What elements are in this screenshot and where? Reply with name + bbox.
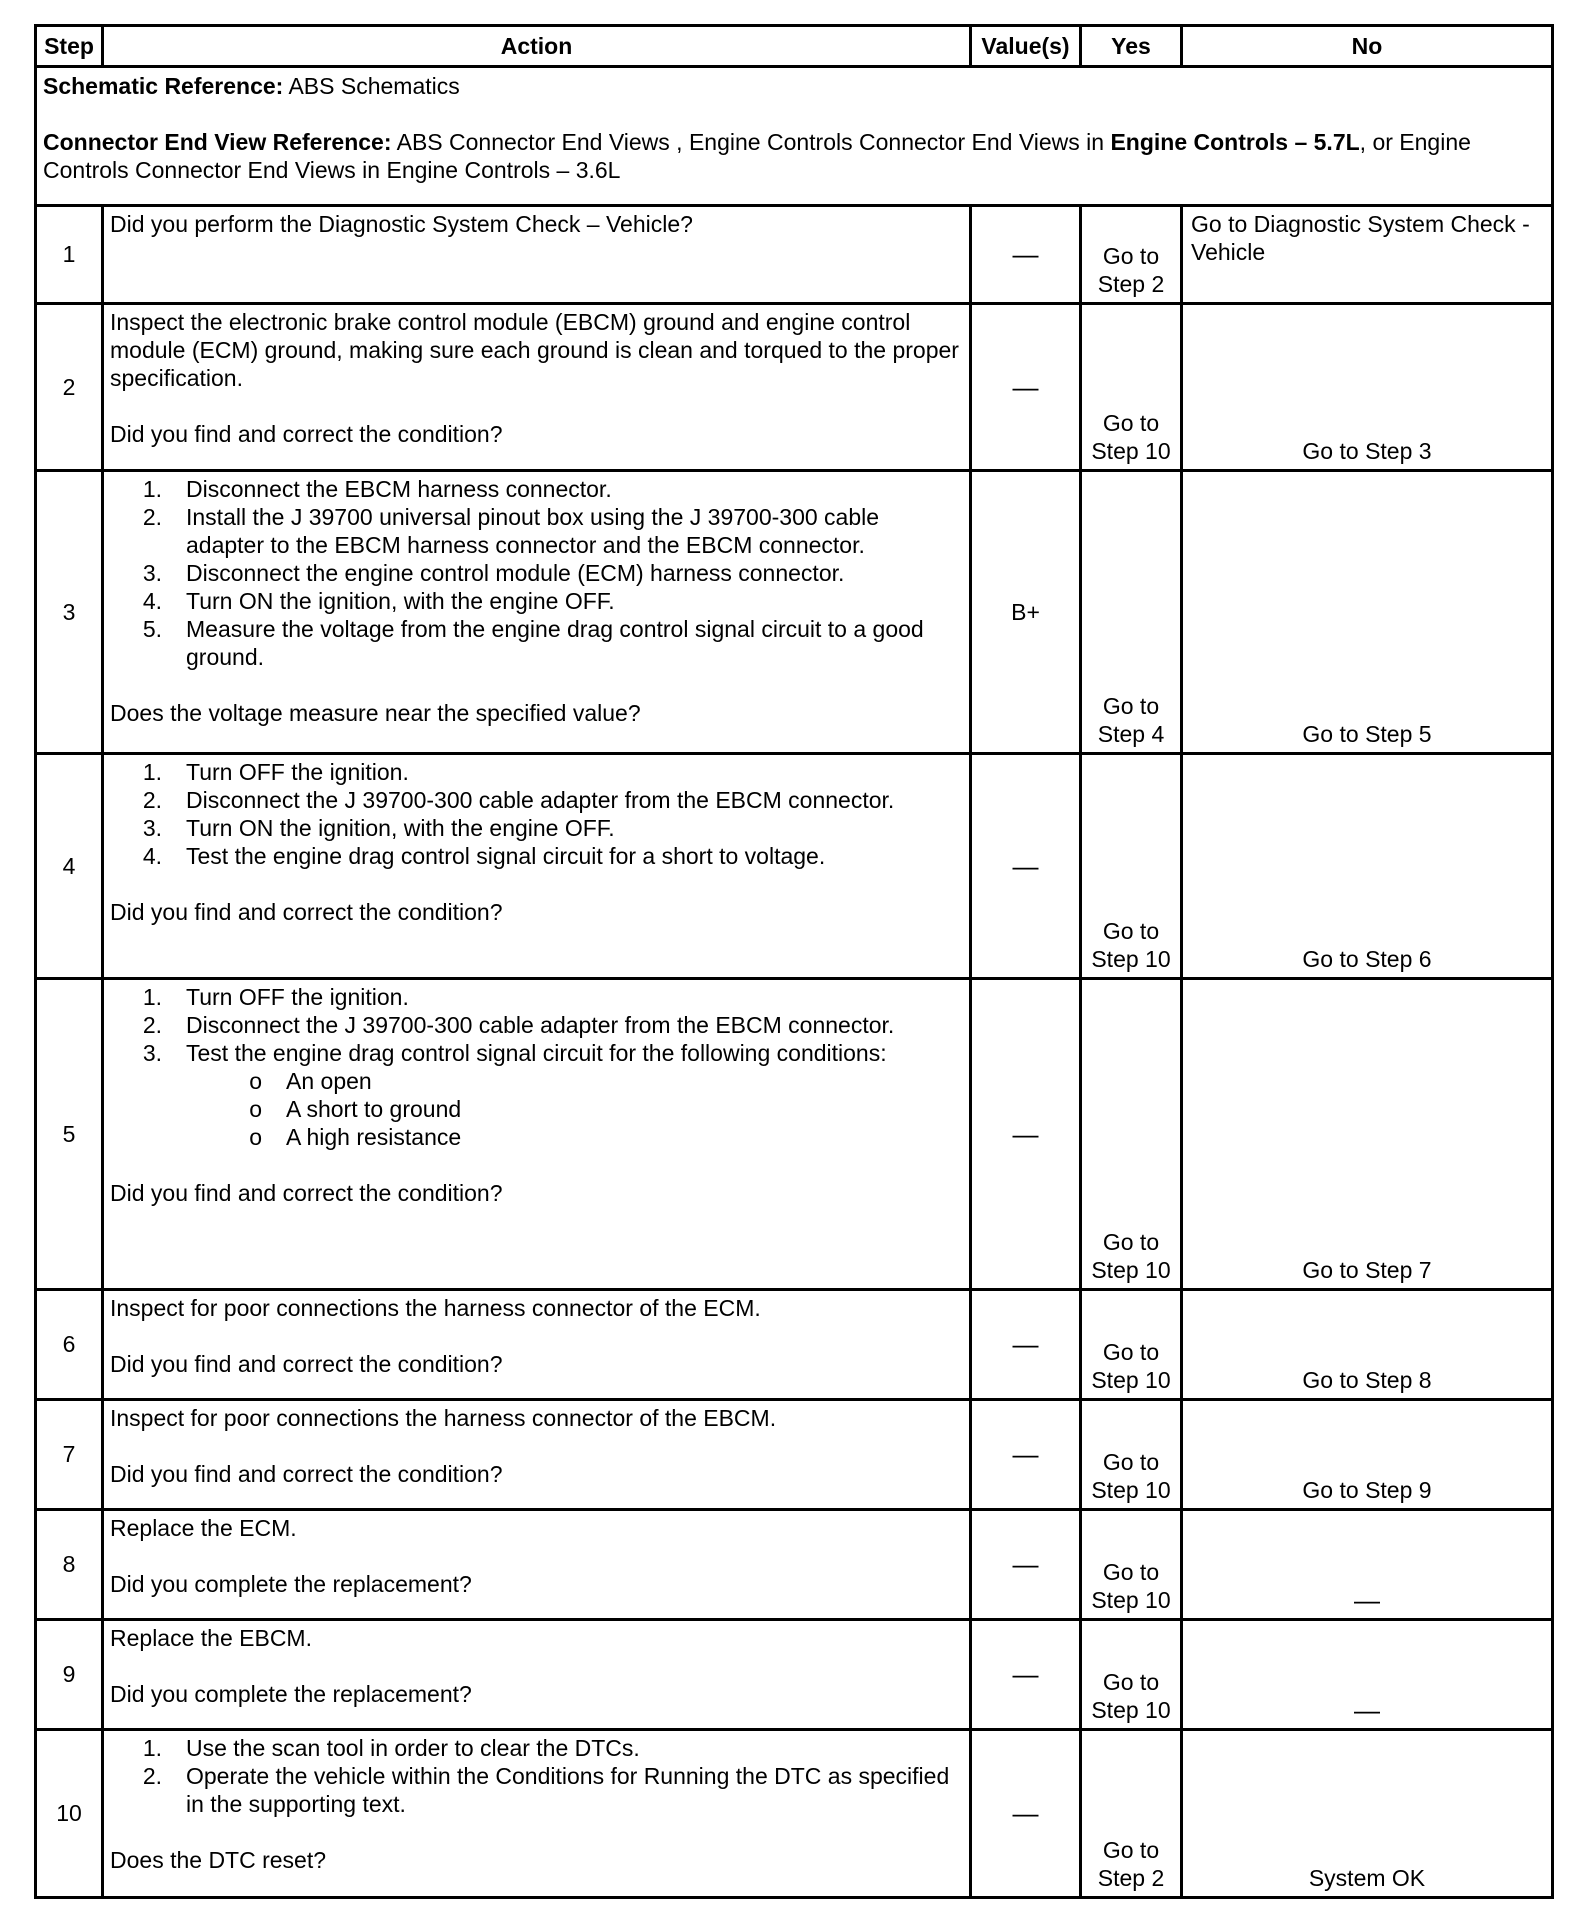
action-question: Did you find and correct the condition? bbox=[110, 1461, 503, 1487]
yes-cell[interactable]: Go to Step 10 bbox=[1081, 1620, 1182, 1730]
table-row bbox=[36, 1620, 1553, 1730]
no-cell[interactable]: Go to Step 9 bbox=[1182, 1400, 1553, 1510]
list-item: o An open bbox=[249, 1068, 372, 1094]
connector-reference bbox=[43, 128, 1545, 184]
table-row bbox=[36, 471, 1553, 754]
step-number: 4 bbox=[36, 754, 103, 979]
list-item: 2. Install the J 39700 universal pinout box using the J 39700-300 cable adapter to the EBCM harness connector and the EBCM connector. bbox=[142, 504, 880, 558]
action-cell bbox=[103, 1730, 971, 1898]
action-cell bbox=[103, 304, 971, 471]
no-cell[interactable]: Go to Step 7 bbox=[1182, 979, 1553, 1290]
action-question: Did you find and correct the condition? bbox=[110, 899, 503, 925]
reference-row bbox=[36, 67, 1553, 206]
action-cell bbox=[103, 1400, 971, 1510]
step-number: 5 bbox=[36, 979, 103, 1290]
table-row bbox=[36, 979, 1553, 1290]
action-cell bbox=[103, 206, 971, 304]
action-cell bbox=[103, 754, 971, 979]
yes-cell[interactable]: Go to Step 10 bbox=[1081, 754, 1182, 979]
procedure-list bbox=[110, 983, 963, 1067]
step-number: 3 bbox=[36, 471, 103, 754]
list-item: 4. Test the engine drag control signal circuit for a short to voltage. bbox=[142, 843, 826, 869]
step-number: 7 bbox=[36, 1400, 103, 1510]
action-text: Inspect for poor connections the harness connector of the ECM. bbox=[110, 1295, 761, 1321]
list-item: 1. Turn OFF the ignition. bbox=[142, 759, 409, 785]
schematic-reference-link[interactable]: ABS Schematics bbox=[283, 73, 460, 99]
table-row bbox=[36, 754, 1553, 979]
step-number: 8 bbox=[36, 1510, 103, 1620]
list-item: 3. Test the engine drag control signal circuit for the following conditions: bbox=[142, 1040, 887, 1066]
condition-list bbox=[110, 1067, 963, 1151]
header-action: Action bbox=[103, 26, 971, 67]
action-question: Did you complete the replacement? bbox=[110, 1571, 472, 1597]
header-values: Value(s) bbox=[971, 26, 1081, 67]
header-no: No bbox=[1182, 26, 1553, 67]
no-cell: System OK bbox=[1182, 1730, 1553, 1898]
yes-cell[interactable]: Go to Step 10 bbox=[1081, 304, 1182, 471]
schematic-reference-label: Schematic Reference: bbox=[43, 73, 284, 99]
yes-cell[interactable]: Go to Step 4 bbox=[1081, 471, 1182, 754]
list-item: 2. Operate the vehicle within the Conditions for Running the DTC as specified in the supporting text. bbox=[142, 1763, 950, 1817]
procedure-list bbox=[110, 475, 963, 671]
action-cell bbox=[103, 1620, 971, 1730]
action-question: Did you find and correct the condition? bbox=[110, 1180, 503, 1206]
table-row bbox=[36, 304, 1553, 471]
diagnostic-table bbox=[34, 24, 1554, 1899]
action-question: Did you find and correct the condition? bbox=[110, 421, 503, 447]
value-cell: — bbox=[971, 1510, 1081, 1620]
yes-cell[interactable]: Go to Step 2 bbox=[1081, 1730, 1182, 1898]
step-number: 1 bbox=[36, 206, 103, 304]
connector-reference-bold[interactable]: Engine Controls – 5.7L bbox=[1110, 129, 1360, 155]
no-cell[interactable]: Go to Step 6 bbox=[1182, 754, 1553, 979]
list-item: 1. Use the scan tool in order to clear the DTCs. bbox=[142, 1735, 640, 1761]
value-cell: — bbox=[971, 1400, 1081, 1510]
table-row bbox=[36, 206, 1553, 304]
yes-cell[interactable]: Go to Step 10 bbox=[1081, 1290, 1182, 1400]
action-question: Did you find and correct the condition? bbox=[110, 1351, 503, 1377]
action-text: Replace the ECM. bbox=[110, 1515, 297, 1541]
no-cell[interactable]: Go to Step 8 bbox=[1182, 1290, 1553, 1400]
no-cell[interactable]: Go to Step 3 bbox=[1182, 304, 1553, 471]
no-cell: — bbox=[1182, 1620, 1553, 1730]
value-cell: — bbox=[971, 304, 1081, 471]
procedure-list bbox=[110, 1734, 963, 1818]
header-yes: Yes bbox=[1081, 26, 1182, 67]
list-item: 2. Disconnect the J 39700-300 cable adapter from the EBCM connector. bbox=[142, 787, 895, 813]
list-item: o A high resistance bbox=[249, 1124, 462, 1150]
connector-reference-label: Connector End View Reference: bbox=[43, 129, 392, 155]
action-text: Replace the EBCM. bbox=[110, 1625, 312, 1651]
list-item: 3. Turn ON the ignition, with the engine OFF. bbox=[142, 815, 615, 841]
value-cell: — bbox=[971, 979, 1081, 1290]
action-text: Inspect for poor connections the harness connector of the EBCM. bbox=[110, 1405, 777, 1431]
value-cell: — bbox=[971, 1730, 1081, 1898]
value-cell: B+ bbox=[971, 471, 1081, 754]
step-number: 10 bbox=[36, 1730, 103, 1898]
action-cell bbox=[103, 979, 971, 1290]
value-cell: — bbox=[971, 206, 1081, 304]
yes-cell[interactable]: Go to Step 10 bbox=[1081, 979, 1182, 1290]
list-item: 5. Measure the voltage from the engine drag control signal circuit to a good ground. bbox=[142, 616, 924, 670]
table-row bbox=[36, 1290, 1553, 1400]
list-item: 4. Turn ON the ignition, with the engine OFF. bbox=[142, 588, 615, 614]
table-row bbox=[36, 1400, 1553, 1510]
step-number: 9 bbox=[36, 1620, 103, 1730]
list-item: 3. Disconnect the engine control module (ECM) harness connector. bbox=[142, 560, 845, 586]
value-cell: — bbox=[971, 1620, 1081, 1730]
action-cell bbox=[103, 1510, 971, 1620]
procedure-list bbox=[110, 758, 963, 870]
action-text: Did you perform the Diagnostic System Check – Vehicle? bbox=[110, 211, 693, 237]
step-number: 2 bbox=[36, 304, 103, 471]
value-cell: — bbox=[971, 1290, 1081, 1400]
yes-cell[interactable]: Go to Step 10 bbox=[1081, 1400, 1182, 1510]
no-cell[interactable]: Go to Diagnostic System Check - Vehicle bbox=[1182, 206, 1553, 304]
header-step: Step bbox=[36, 26, 103, 67]
schematic-reference bbox=[43, 72, 1545, 100]
action-question: Does the voltage measure near the specified value? bbox=[110, 700, 641, 726]
list-item: 2. Disconnect the J 39700-300 cable adapter from the EBCM connector. bbox=[142, 1012, 895, 1038]
action-text: Inspect the electronic brake control module (EBCM) ground and engine control module (ECM) ground, making sure each ground is clean and torqued to the proper specification. bbox=[110, 309, 959, 391]
list-item: 1. Disconnect the EBCM harness connector. bbox=[142, 476, 612, 502]
action-cell bbox=[103, 1290, 971, 1400]
header-row bbox=[36, 26, 1553, 67]
list-item: o A short to ground bbox=[249, 1096, 462, 1122]
no-cell: — bbox=[1182, 1510, 1553, 1620]
table-row bbox=[36, 1510, 1553, 1620]
table-row bbox=[36, 1730, 1553, 1898]
yes-cell[interactable]: Go to Step 2 bbox=[1081, 206, 1182, 304]
yes-cell[interactable]: Go to Step 10 bbox=[1081, 1510, 1182, 1620]
step-number: 6 bbox=[36, 1290, 103, 1400]
connector-reference-text-2[interactable]: , or Engine Controls Connector End Views in Engine Controls – 3.6L bbox=[43, 129, 1471, 183]
action-question: Did you complete the replacement? bbox=[110, 1681, 472, 1707]
action-question: Does the DTC reset? bbox=[110, 1847, 327, 1873]
connector-reference-text-1[interactable]: ABS Connector End Views , Engine Controls Connector End Views in bbox=[391, 129, 1111, 155]
value-cell: — bbox=[971, 754, 1081, 979]
list-item: 1. Turn OFF the ignition. bbox=[142, 984, 409, 1010]
no-cell[interactable]: Go to Step 5 bbox=[1182, 471, 1553, 754]
action-cell bbox=[103, 471, 971, 754]
